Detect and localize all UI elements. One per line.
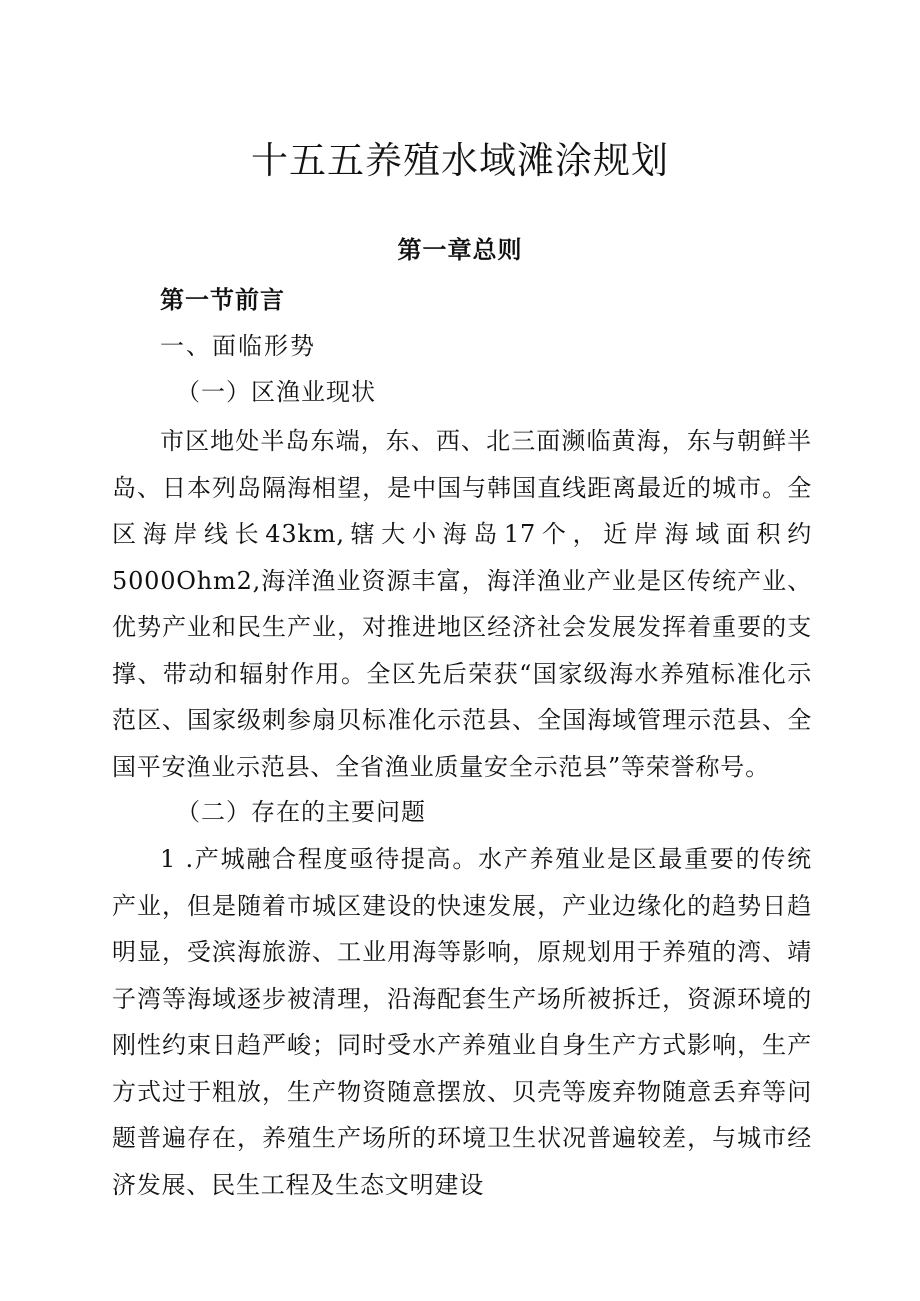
body-paragraph-status: 市区地处半岛东端，东、西、北三面濒临黄海，东与朝鲜半岛、日本列岛隔海相望，是中国与韩国直线距离最近的城市。全区海岸线长43km,辖大小海岛17个，近岸海域面积约5000Ohm2,海洋渔业资源丰富，海洋渔业产业是区传统产业、优势产业和民生产业，对推进地区经济社会发展发挥着重要的支撑、带动和辐射作用。全区先后荣获“国家级海水养殖标准化示范区、国家级刺参扇贝标准化示范县、全国海域管理示范县、全国平安渔业示范县、全省渔业质量安全示范县”等荣誉称号。 <box>112 427 812 781</box>
body-paragraph-problems: 1 .产城融合程度亟待提高。水产养殖业是区最重要的传统产业，但是随着市城区建设的快速发展，产业边缘化的趋势日趋明显，受滨海旅游、工业用海等影响，原规划用于养殖的湾、靖子湾等海域逐步被清理，沿海配套生产场所被拆迁，资源环境的刚性约束日趋严峻；同时受水产养殖业自身生产方式影响，生产方式过于粗放，生产物资随意摆放、贝壳等废弃物随意丢弃等问题普遍存在，养殖生产场所的环境卫生状况普遍较差，与城市经济发展、民生工程及生态文明建设 <box>112 845 812 1199</box>
heading-level-1: 一、面临形势 <box>160 332 316 360</box>
subheading-current-status: （一）区渔业现状 <box>176 378 376 406</box>
document-title: 十五五养殖水域滩涂规划 <box>251 139 669 182</box>
section-heading: 第一节前言 <box>160 285 285 314</box>
subheading-main-problems: （二）存在的主要问题 <box>176 798 426 826</box>
chapter-heading: 第一章总则 <box>397 235 523 264</box>
